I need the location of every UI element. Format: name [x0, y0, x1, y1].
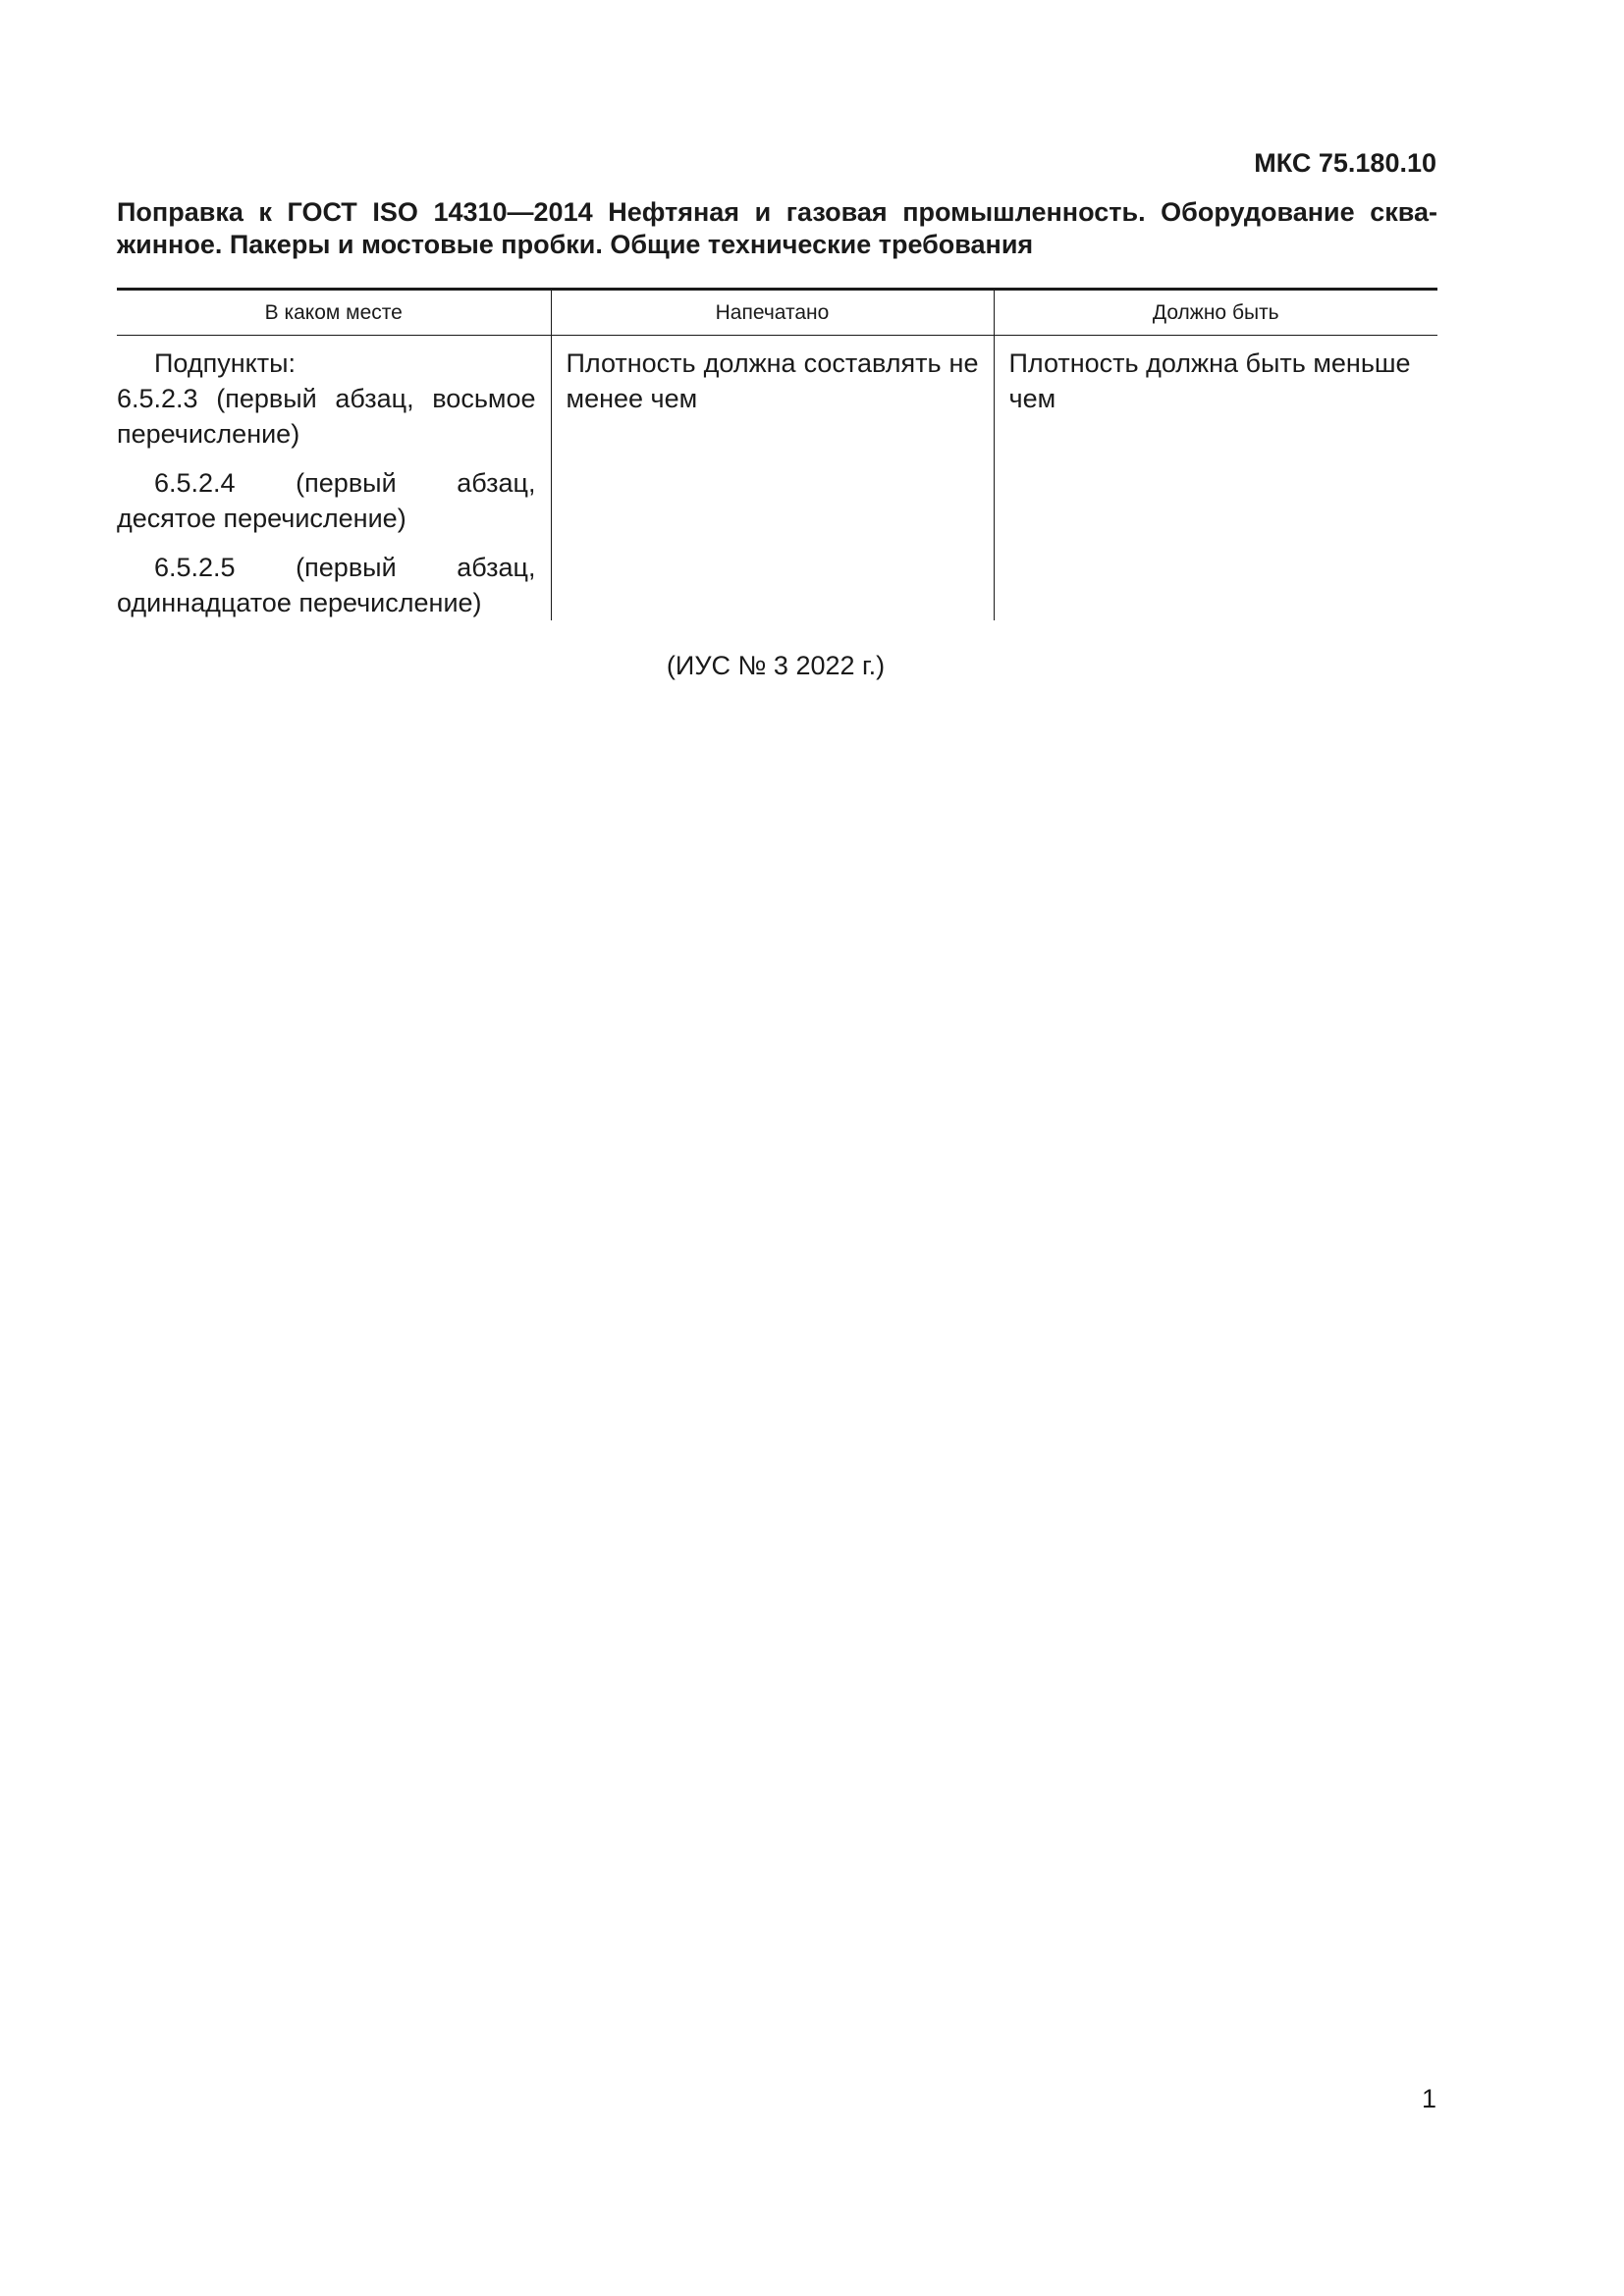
printed-cell	[551, 336, 994, 621]
location-item-2: 6.5.2.4 (первый абзац, десятое перечисление)	[117, 468, 536, 533]
table-row	[117, 336, 1437, 621]
publication-source: (ИУС № 3 2022 г.)	[666, 651, 886, 680]
correction-table	[117, 288, 1437, 620]
title-line-1: Поправка к ГОСТ ISO 14310—2014 Нефтяная и газовая промышленность. Оборудование сква-	[117, 197, 1437, 227]
location-item-1: 6.5.2.3 (первый абзац, восьмое перечисление)	[117, 384, 536, 449]
location-cell	[117, 336, 551, 621]
column-header-should-be: Должно быть	[994, 290, 1437, 336]
classification-code: МКС 75.180.10	[1254, 148, 1436, 178]
location-heading: Подпункты:	[154, 348, 297, 378]
title-line-2: жинное. Пакеры и мостовые пробки. Общие технические требования	[117, 230, 1034, 259]
column-header-location: В каком месте	[117, 290, 551, 336]
page-number: 1	[1421, 2084, 1436, 2113]
column-header-printed: Напечатано	[551, 290, 994, 336]
document-title	[117, 196, 1437, 261]
printed-text: Плотность должна составлять не менее чем	[566, 348, 979, 413]
table-header-row	[117, 290, 1437, 336]
should-be-text: Плотность должна быть меньше чем	[1008, 348, 1411, 413]
should-be-cell	[994, 336, 1437, 621]
location-item-3: 6.5.2.5 (первый абзац, одиннадцатое перечисление)	[117, 553, 536, 617]
